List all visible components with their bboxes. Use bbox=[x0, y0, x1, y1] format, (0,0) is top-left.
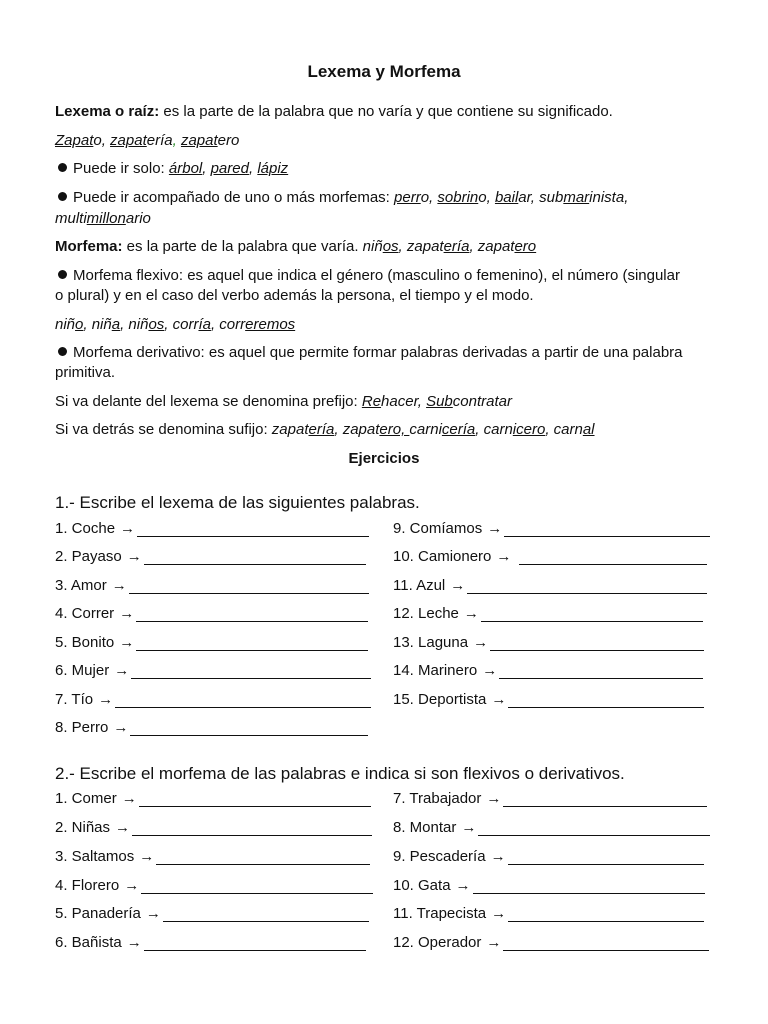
exercise1-item bbox=[393, 520, 710, 537]
item-word: 3. Saltamos bbox=[55, 848, 135, 865]
derivativo-text-1: Morfema derivativo: es aquel que permite formar palabras derivadas a partir de una palabra bbox=[73, 344, 683, 361]
answer-blank[interactable] bbox=[508, 693, 704, 708]
answer-blank[interactable] bbox=[144, 936, 366, 951]
answer-blank[interactable] bbox=[131, 664, 371, 679]
item-word: 11. Azul bbox=[393, 577, 446, 594]
answer-blank[interactable] bbox=[499, 664, 703, 679]
item-word: 10. Camionero bbox=[393, 548, 492, 565]
exercise2-item bbox=[55, 790, 371, 807]
exercise1-item bbox=[393, 662, 703, 679]
item-word: 6. Mujer bbox=[55, 662, 110, 679]
sufijo-text: Si va detrás se denomina sufijo: bbox=[55, 421, 272, 438]
item-word: 2. Niñas bbox=[55, 819, 111, 836]
sufijo-line: Si va detrás se denomina sufijo: zapatería, zapatero, carnicería, carnicero, carnal bbox=[55, 421, 595, 438]
answer-blank[interactable] bbox=[163, 907, 369, 922]
answer-blank[interactable] bbox=[130, 721, 368, 736]
bullet-icon bbox=[58, 270, 67, 279]
exercise2-item bbox=[393, 934, 709, 951]
lexema-bullet-solo: Puede ir solo: árbol, pared, lápiz bbox=[55, 160, 288, 177]
exercise2-item bbox=[393, 905, 704, 922]
item-word: 7. Tío bbox=[55, 691, 94, 708]
exercise1-item bbox=[55, 634, 368, 651]
answer-blank[interactable] bbox=[503, 936, 709, 951]
answer-blank[interactable] bbox=[473, 879, 705, 894]
exercise1-item bbox=[55, 719, 368, 736]
lexema-term: Lexema o raíz: bbox=[55, 103, 160, 120]
morfema-derivativo-cont: primitiva. bbox=[55, 364, 116, 381]
arrow-icon: → bbox=[482, 662, 498, 679]
lexema-definition-text: es la parte de la palabra que no varía y que contiene su significado. bbox=[159, 103, 613, 120]
arrow-icon: → bbox=[455, 877, 471, 894]
bullet-icon bbox=[58, 192, 67, 201]
bullet-icon bbox=[58, 163, 67, 172]
item-word: 15. Deportista bbox=[393, 691, 487, 708]
exercise1-item bbox=[393, 605, 703, 622]
arrow-icon: → bbox=[120, 520, 136, 537]
morfema-derivativo bbox=[55, 344, 683, 361]
exercise1-item bbox=[393, 634, 704, 651]
exercise2-item bbox=[393, 790, 707, 807]
lexema-bullet-morfemas: Puede ir acompañado de uno o más morfemas: perro, sobrino, bailar, submarinista, bbox=[55, 189, 628, 206]
arrow-icon: → bbox=[473, 634, 489, 651]
morfema-definition-text: es la parte de la palabra que varía. bbox=[122, 238, 363, 255]
answer-blank[interactable] bbox=[508, 850, 704, 865]
item-word: 12. Operador bbox=[393, 934, 482, 951]
arrow-icon: → bbox=[145, 905, 161, 922]
item-word: 5. Panadería bbox=[55, 905, 141, 922]
arrow-icon: → bbox=[496, 548, 512, 565]
answer-blank[interactable] bbox=[132, 821, 372, 836]
exercise2-item bbox=[393, 848, 704, 865]
bullet-text: Puede ir solo: bbox=[73, 160, 169, 177]
exercise1-item bbox=[55, 577, 369, 594]
bullet-icon bbox=[58, 347, 67, 356]
arrow-icon: → bbox=[461, 819, 477, 836]
arrow-icon: → bbox=[121, 790, 137, 807]
exercise1-item bbox=[55, 520, 369, 537]
answer-blank[interactable] bbox=[144, 550, 366, 565]
item-word: 1. Coche bbox=[55, 520, 116, 537]
answer-blank[interactable] bbox=[141, 879, 373, 894]
item-word: 8. Montar bbox=[393, 819, 457, 836]
exercise1-item bbox=[55, 548, 366, 565]
arrow-icon: → bbox=[115, 819, 131, 836]
item-word: 13. Laguna bbox=[393, 634, 469, 651]
arrow-icon: → bbox=[487, 520, 503, 537]
morfema-definition: Morfema: es la parte de la palabra que varía. niños, zapatería, zapatero bbox=[55, 238, 537, 255]
answer-blank[interactable] bbox=[136, 636, 368, 651]
answer-blank[interactable] bbox=[129, 579, 369, 594]
item-word: 5. Bonito bbox=[55, 634, 115, 651]
item-word: 4. Florero bbox=[55, 877, 120, 894]
morfema-flexivo-cont: o plural) y en el caso del verbo además la persona, el tiempo y el modo. bbox=[55, 287, 534, 304]
item-word: 1. Comer bbox=[55, 790, 117, 807]
answer-blank[interactable] bbox=[490, 636, 704, 651]
item-word: 9. Pescadería bbox=[393, 848, 486, 865]
arrow-icon: → bbox=[139, 848, 155, 865]
flexivo-text-1: Morfema flexivo: es aquel que indica el género (masculino o femenino), el número (singular bbox=[73, 267, 680, 284]
lexema-bullet-morfemas-cont: multimillonario bbox=[55, 210, 151, 227]
exercise1-item bbox=[55, 662, 371, 679]
answer-blank[interactable] bbox=[504, 522, 710, 537]
exercise2-item bbox=[55, 848, 370, 865]
exercise2-item bbox=[55, 877, 373, 894]
prefijo-line: Si va delante del lexema se denomina prefijo: Rehacer, Subcontratar bbox=[55, 393, 512, 410]
exercise1-item bbox=[393, 691, 704, 708]
arrow-icon: → bbox=[463, 605, 479, 622]
answer-blank[interactable] bbox=[503, 792, 707, 807]
arrow-icon: → bbox=[491, 905, 507, 922]
lexema-definition bbox=[55, 103, 613, 120]
arrow-icon: → bbox=[114, 662, 130, 679]
arrow-icon: → bbox=[126, 548, 142, 565]
answer-blank[interactable] bbox=[137, 522, 369, 537]
item-word: 8. Perro bbox=[55, 719, 109, 736]
exercise2-item bbox=[55, 819, 372, 836]
exercise1-item bbox=[55, 691, 371, 708]
item-word: 6. Bañista bbox=[55, 934, 122, 951]
answer-blank[interactable] bbox=[519, 550, 707, 565]
answer-blank[interactable] bbox=[467, 579, 707, 594]
arrow-icon: → bbox=[126, 934, 142, 951]
answer-blank[interactable] bbox=[478, 821, 710, 836]
item-word: 14. Marinero bbox=[393, 662, 478, 679]
arrow-icon: → bbox=[490, 848, 506, 865]
answer-blank[interactable] bbox=[139, 792, 371, 807]
arrow-icon: → bbox=[119, 605, 135, 622]
item-word: 12. Leche bbox=[393, 605, 459, 622]
exercise1-item bbox=[55, 605, 368, 622]
arrow-icon: → bbox=[98, 691, 114, 708]
arrow-icon: → bbox=[119, 634, 135, 651]
arrow-icon: → bbox=[450, 577, 466, 594]
arrow-icon: → bbox=[113, 719, 129, 736]
item-word: 10. Gata bbox=[393, 877, 451, 894]
answer-blank[interactable] bbox=[156, 850, 370, 865]
exercise2-item bbox=[55, 905, 369, 922]
prefijo-text: Si va delante del lexema se denomina prefijo: bbox=[55, 393, 362, 410]
item-word: 11. Trapecista bbox=[393, 905, 487, 922]
arrow-icon: → bbox=[124, 877, 140, 894]
item-word: 7. Trabajador bbox=[393, 790, 482, 807]
exercise2-item bbox=[393, 877, 705, 894]
arrow-icon: → bbox=[491, 691, 507, 708]
arrow-icon: → bbox=[486, 934, 502, 951]
item-word: 9. Comíamos bbox=[393, 520, 483, 537]
lexema-examples: Zapato, zapatería, zapatero bbox=[55, 132, 240, 149]
arrow-icon: → bbox=[111, 577, 127, 594]
flexivo-examples: niño, niña, niños, corría, correremos bbox=[55, 316, 296, 333]
morfema-flexivo bbox=[55, 267, 680, 284]
arrow-icon: → bbox=[486, 790, 502, 807]
answer-blank[interactable] bbox=[481, 607, 703, 622]
answer-blank[interactable] bbox=[136, 607, 368, 622]
item-word: 3. Amor bbox=[55, 577, 107, 594]
exercises-title: Ejercicios bbox=[348, 450, 420, 467]
exercise2-heading: 2.- Escribe el morfema de las palabras e indica si son flexivos o derivativos. bbox=[55, 764, 625, 783]
exercise2-item bbox=[55, 934, 366, 951]
answer-blank[interactable] bbox=[115, 693, 371, 708]
exercise1-item bbox=[393, 577, 707, 594]
exercise2-item bbox=[393, 819, 710, 836]
item-word: 2. Payaso bbox=[55, 548, 122, 565]
exercise1-heading: 1.- Escribe el lexema de las siguientes palabras. bbox=[55, 493, 420, 512]
item-word: 4. Correr bbox=[55, 605, 115, 622]
page-title: Lexema y Morfema bbox=[307, 62, 461, 81]
exercise1-item bbox=[393, 548, 707, 565]
morfema-term: Morfema: bbox=[55, 238, 123, 255]
bullet-text: Puede ir acompañado de uno o más morfemas: bbox=[73, 189, 395, 206]
answer-blank[interactable] bbox=[508, 907, 704, 922]
